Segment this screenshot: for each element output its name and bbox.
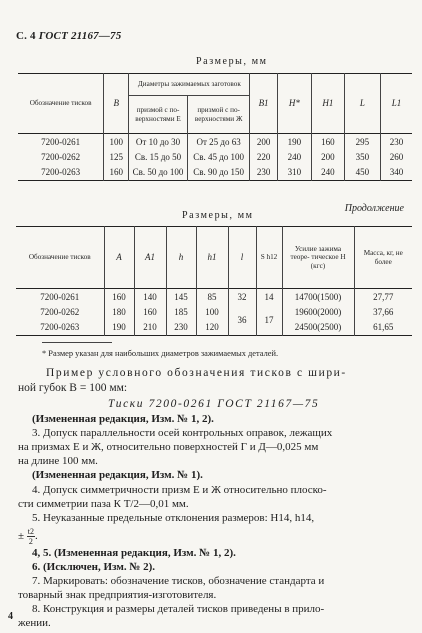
clause-4-line-2: сти симметрии паза К Т/2—0,01 мм. xyxy=(18,498,189,510)
clause-7-line-1: 7. Маркировать: обозначение тисков, обозначение стандарта и xyxy=(32,575,325,587)
example-line-2: ной губок B = 100 мм: xyxy=(18,382,128,394)
fraction xyxy=(27,527,35,546)
edition-note-45: 4, 5. (Измененная редакция, Изм. № 1, 2). xyxy=(32,547,236,559)
fraction-period: . xyxy=(35,530,38,543)
col-force: Усилие зажима теоре- тическое Н (кгс) xyxy=(282,227,354,289)
col-prism-e: призмой с по- верхностями Е xyxy=(129,96,188,134)
col-b: B xyxy=(104,74,129,134)
table-row: 7200-0263 160 Св. 50 до 100 Св. 90 до 150 230 310 240 450 340 xyxy=(18,166,412,181)
col-designation: Обозначение тисков xyxy=(28,253,91,262)
edition-note-1: (Измененная редакция, Изм. № 1, 2). xyxy=(32,413,214,425)
clause-8-line-2: жении. xyxy=(18,617,51,629)
table-row: 7200-0261 100 От 10 до 30 От 25 до 63 200 190 160 295 230 xyxy=(18,134,412,151)
clause-4-line-1: 4. Допуск симметричности призм Е и Ж относительно плоско- xyxy=(32,484,327,496)
table-row: 7200-0262 180 160 185 100 36 17 19600(2000) 37,66 xyxy=(16,306,412,321)
col-mass: Масса, кг, не более xyxy=(354,227,412,289)
page-label: С. 4 xyxy=(16,30,36,42)
table-row: 7200-0262 125 Св. 15 до 50 Св. 45 до 100 220 240 200 350 260 xyxy=(18,151,412,166)
fraction-denominator: 2 xyxy=(28,537,33,546)
col-h-star: H* xyxy=(277,74,311,134)
col-designation: Обозначение тисков xyxy=(29,99,92,108)
continuation-label: Продолжение xyxy=(344,203,404,214)
tolerance-fraction xyxy=(18,527,38,546)
clause-8-line-1: 8. Конструкция и размеры деталей тисков приведены в прило- xyxy=(32,603,325,615)
table-row: 7200-0261 160 140 145 85 32 14 14700(1500) 27,77 xyxy=(16,289,412,306)
col-l: l xyxy=(228,227,256,289)
col-s: S h12 xyxy=(256,227,282,289)
clause-7-line-2: товарный знак предприятия-изготовителя. xyxy=(18,589,217,601)
col-h1: H1 xyxy=(312,74,344,134)
footnote: * Размер указан для наибольших диаметров зажимаемых деталей. xyxy=(42,349,279,358)
standard-code: ГОСТ 21167—75 xyxy=(38,30,122,42)
table2-caption: Размеры, мм xyxy=(182,210,254,221)
clause-5-line-1: 5. Неуказанные предельные отклонения размеров: H14, h14, xyxy=(32,512,315,524)
fraction-numerator: t2 xyxy=(27,527,35,536)
table-row: 7200-0263 190 210 230 120 24500(2500) 61,65 xyxy=(16,321,412,336)
clause-3-line-1: 3. Допуск параллельности осей контрольных оправок, лежащих xyxy=(32,427,333,439)
clause-6: 6. (Исключен, Изм. № 2). xyxy=(32,561,156,573)
dimensions-table-2 xyxy=(16,226,412,336)
col-l: L xyxy=(344,74,381,134)
col-l1: L1 xyxy=(381,74,412,134)
col-a1: A1 xyxy=(134,227,166,289)
col-diameters: Диаметры зажимаемых заготовок xyxy=(129,74,250,96)
table1-caption: Размеры, мм xyxy=(196,56,268,67)
dimensions-table-1 xyxy=(18,73,412,181)
example-designation: Тиски 7200-0261 ГОСТ 21167—75 xyxy=(108,398,320,410)
col-h1: h1 xyxy=(196,227,228,289)
example-line-1: Пример условного обозначения тисков с шири- xyxy=(46,367,347,379)
col-h: h xyxy=(166,227,196,289)
page-header xyxy=(16,30,121,42)
page-number: 4 xyxy=(8,611,13,622)
plus-minus: ± xyxy=(18,530,25,543)
col-prism-zh: призмой с по- верхностями Ж xyxy=(187,96,250,134)
clause-3-line-3: на длине 100 мм. xyxy=(18,455,98,467)
col-b1: B1 xyxy=(250,74,277,134)
col-a: A xyxy=(104,227,134,289)
footnote-rule xyxy=(42,342,112,343)
clause-3-line-2: на призмах Е и Ж, относительно поверхностей Г и Д—0,025 мм xyxy=(18,441,319,453)
edition-note-2: (Измененная редакция, Изм. № 1). xyxy=(32,469,203,481)
